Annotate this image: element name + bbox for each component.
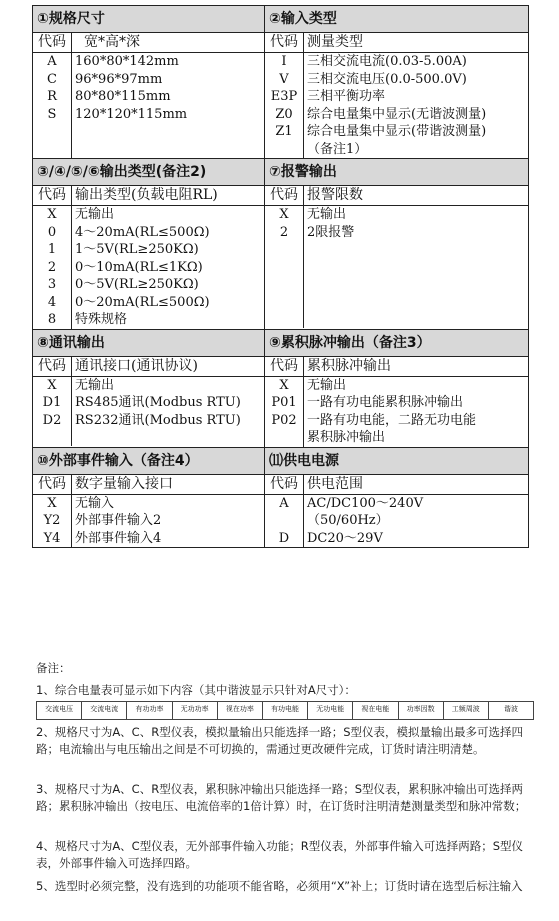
row-code: E3P: [265, 88, 304, 106]
row-desc: 无输入: [75, 495, 115, 511]
row-code: X: [265, 376, 304, 394]
row-desc: 外部事件输入2: [75, 513, 162, 528]
row-desc: （50/60Hz）: [307, 513, 389, 528]
row-desc: RS485通讯(Modbus RTU): [75, 395, 241, 410]
display-items-strip: [36, 701, 534, 720]
row-desc: 1～5V(RL≥250KΩ): [75, 242, 199, 257]
section-output-title: ③/④/⑤/⑥输出类型(备注2): [33, 159, 265, 186]
row-code: X: [265, 206, 304, 224]
note-1: 1、综合电量表可显示如下内容（其中谐波显示只针对A尺寸）：: [36, 683, 356, 697]
row-desc: 三相交流电压(0.0-500.0V): [307, 71, 467, 87]
row-desc: AC/DC100～240V: [307, 495, 424, 511]
row-code: 2: [265, 224, 304, 242]
row-desc: 累积脉冲输出: [307, 430, 386, 445]
row-code: P02: [265, 412, 304, 430]
col-digital-input: 数字量输入接口: [75, 475, 173, 492]
row-desc: 三相交流电流(0.03-5.00A): [307, 54, 467, 69]
section-size-title: ①规格尺寸: [33, 6, 265, 33]
row-desc: 综合电量集中显示(无谐波测量): [307, 106, 487, 122]
row-code: R: [33, 88, 72, 106]
col-alarm-limits: 报警限数: [307, 187, 363, 203]
col-code: 代码: [33, 475, 72, 494]
row-code: 4: [33, 294, 72, 312]
row-desc: 80*80*115mm: [75, 89, 171, 104]
col-code: 代码: [265, 357, 304, 376]
section-alarm-title: ⑦报警输出: [265, 159, 529, 186]
col-code: 代码: [265, 186, 304, 205]
display-item: 有功电能: [263, 702, 308, 719]
row-desc: 外部事件输入4: [75, 530, 162, 546]
note-3: 3、规格尺寸为A、C、R型仪表，累积脉冲输出只能选择一路；S型仪表，累积脉冲输出可选择两路；累积脉冲输出（按电压、电流倍率的1倍计算）时，在订货时注明清楚测量类型和脉冲常数；: [36, 782, 527, 813]
row-desc: 0～20mA(RL≤500Ω): [75, 294, 210, 310]
col-code: 代码: [33, 357, 72, 376]
section-alarm-body: [265, 186, 529, 330]
section-input-title: ②输入类型: [265, 6, 529, 33]
col-pulse-output: 累积脉冲输出: [307, 357, 391, 374]
note-2: 2、规格尺寸为A、C、R型仪表，模拟量输出只能选择一路；S型仪表，模拟量输出最多可选择四路；电流输出与电压输出之间是不可切换的，需通过更改硬件完成，订货时请注明清楚。: [36, 725, 523, 756]
section-comm-title: ⑧通讯输出: [33, 329, 265, 356]
row-desc: 无输出: [307, 207, 347, 222]
row-code: S: [33, 106, 72, 124]
row-code: 0: [33, 224, 72, 242]
row-desc: DC20～29V: [307, 530, 383, 546]
row-code: 1: [33, 241, 72, 259]
section-pulse-body: [265, 356, 529, 447]
row-code: P01: [265, 394, 304, 412]
row-code: 8: [33, 311, 72, 329]
note-4: 4、规格尺寸为A、C型仪表，无外部事件输入功能；R型仪表，外部事件输入可选择两路；S型仪表，外部事件输入可选择四路。: [36, 839, 523, 870]
row-code: 3: [33, 276, 72, 294]
row-code: D1: [33, 394, 72, 412]
row-desc: 96*96*97mm: [75, 71, 163, 87]
display-item: 交流电流: [82, 702, 127, 719]
row-desc: 0～10mA(RL≤1KΩ): [75, 259, 203, 275]
section-size-body: [33, 33, 265, 159]
note-5: 5、选型时必须完整，没有选到的功能项不能省略，必须用“X”补上；订货时请在选型后标注输入: [36, 879, 523, 893]
display-item: 交流电压: [37, 702, 82, 719]
row-desc: 160*80*142mm: [75, 54, 179, 69]
display-item: 视在电能: [353, 702, 398, 719]
row-code: 2: [33, 259, 72, 277]
row-code: Y2: [33, 512, 72, 530]
col-code: 代码: [33, 33, 72, 52]
row-desc: 一路有功电能累积脉冲输出: [307, 395, 464, 410]
section-input-body: [265, 33, 529, 159]
row-code: [265, 141, 304, 159]
row-desc: 4～20mA(RL≤500Ω): [75, 224, 210, 240]
row-desc: 无输出: [75, 207, 115, 222]
row-code: D2: [33, 412, 72, 430]
section-power-body: [265, 474, 529, 548]
row-code: A: [265, 494, 304, 512]
row-desc: 0～5V(RL≥250KΩ): [75, 277, 199, 292]
row-desc: RS232通讯(Modbus RTU): [75, 412, 241, 428]
row-code: D: [265, 530, 304, 548]
row-code: C: [33, 71, 72, 89]
selection-table: [32, 5, 529, 548]
row-code: Z0: [265, 106, 304, 124]
col-code: 代码: [265, 475, 304, 494]
row-code: X: [33, 376, 72, 394]
display-item: 视在功率: [218, 702, 263, 719]
row-code: X: [33, 206, 72, 224]
display-item: 无功功率: [173, 702, 218, 719]
display-item: 无功电能: [308, 702, 353, 719]
col-supply-range: 供电范围: [307, 475, 363, 492]
col-dims: 宽*高*深: [84, 34, 140, 50]
row-desc: 一路有功电能，二路无功电能: [307, 412, 477, 428]
row-code: [265, 512, 304, 530]
section-event-title: ⑩外部事件输入（备注4）: [33, 447, 265, 474]
col-measure-type: 测量类型: [307, 34, 363, 50]
row-code: Z1: [265, 123, 304, 141]
display-item: 有功功率: [127, 702, 172, 719]
row-desc: 特殊规格: [75, 312, 128, 327]
row-code: V: [265, 71, 304, 89]
row-desc: 综合电量集中显示(带谐波测量): [307, 124, 487, 139]
row-code: A: [33, 53, 72, 71]
row-desc: 无输出: [75, 377, 115, 393]
display-item: 功率因数: [399, 702, 444, 719]
row-desc: 120*120*115mm: [75, 106, 188, 122]
col-comm-interface: 通讯接口(通讯协议): [75, 357, 198, 374]
section-power-title: ⑾供电电源: [265, 447, 529, 474]
row-code: Y4: [33, 530, 72, 548]
row-code: [265, 429, 304, 447]
row-desc: 2限报警: [307, 224, 355, 240]
row-desc: 无输出: [307, 377, 347, 393]
display-item: 工频周波: [444, 702, 489, 719]
section-output-body: [33, 186, 265, 330]
row-code: X: [33, 494, 72, 512]
section-event-body: [33, 474, 265, 548]
row-desc: （备注1）: [307, 141, 368, 157]
section-comm-body: [33, 356, 265, 447]
notes-title: 备注：: [36, 661, 71, 675]
col-code: 代码: [33, 186, 72, 205]
section-pulse-title: ⑨累积脉冲输出（备注3）: [265, 329, 529, 356]
row-code: I: [265, 53, 304, 71]
col-code: 代码: [265, 33, 304, 52]
row-desc: 三相平衡功率: [307, 89, 386, 104]
display-item: 谐波: [503, 705, 518, 713]
col-output-type: 输出类型(负载电阻RL): [75, 187, 218, 203]
